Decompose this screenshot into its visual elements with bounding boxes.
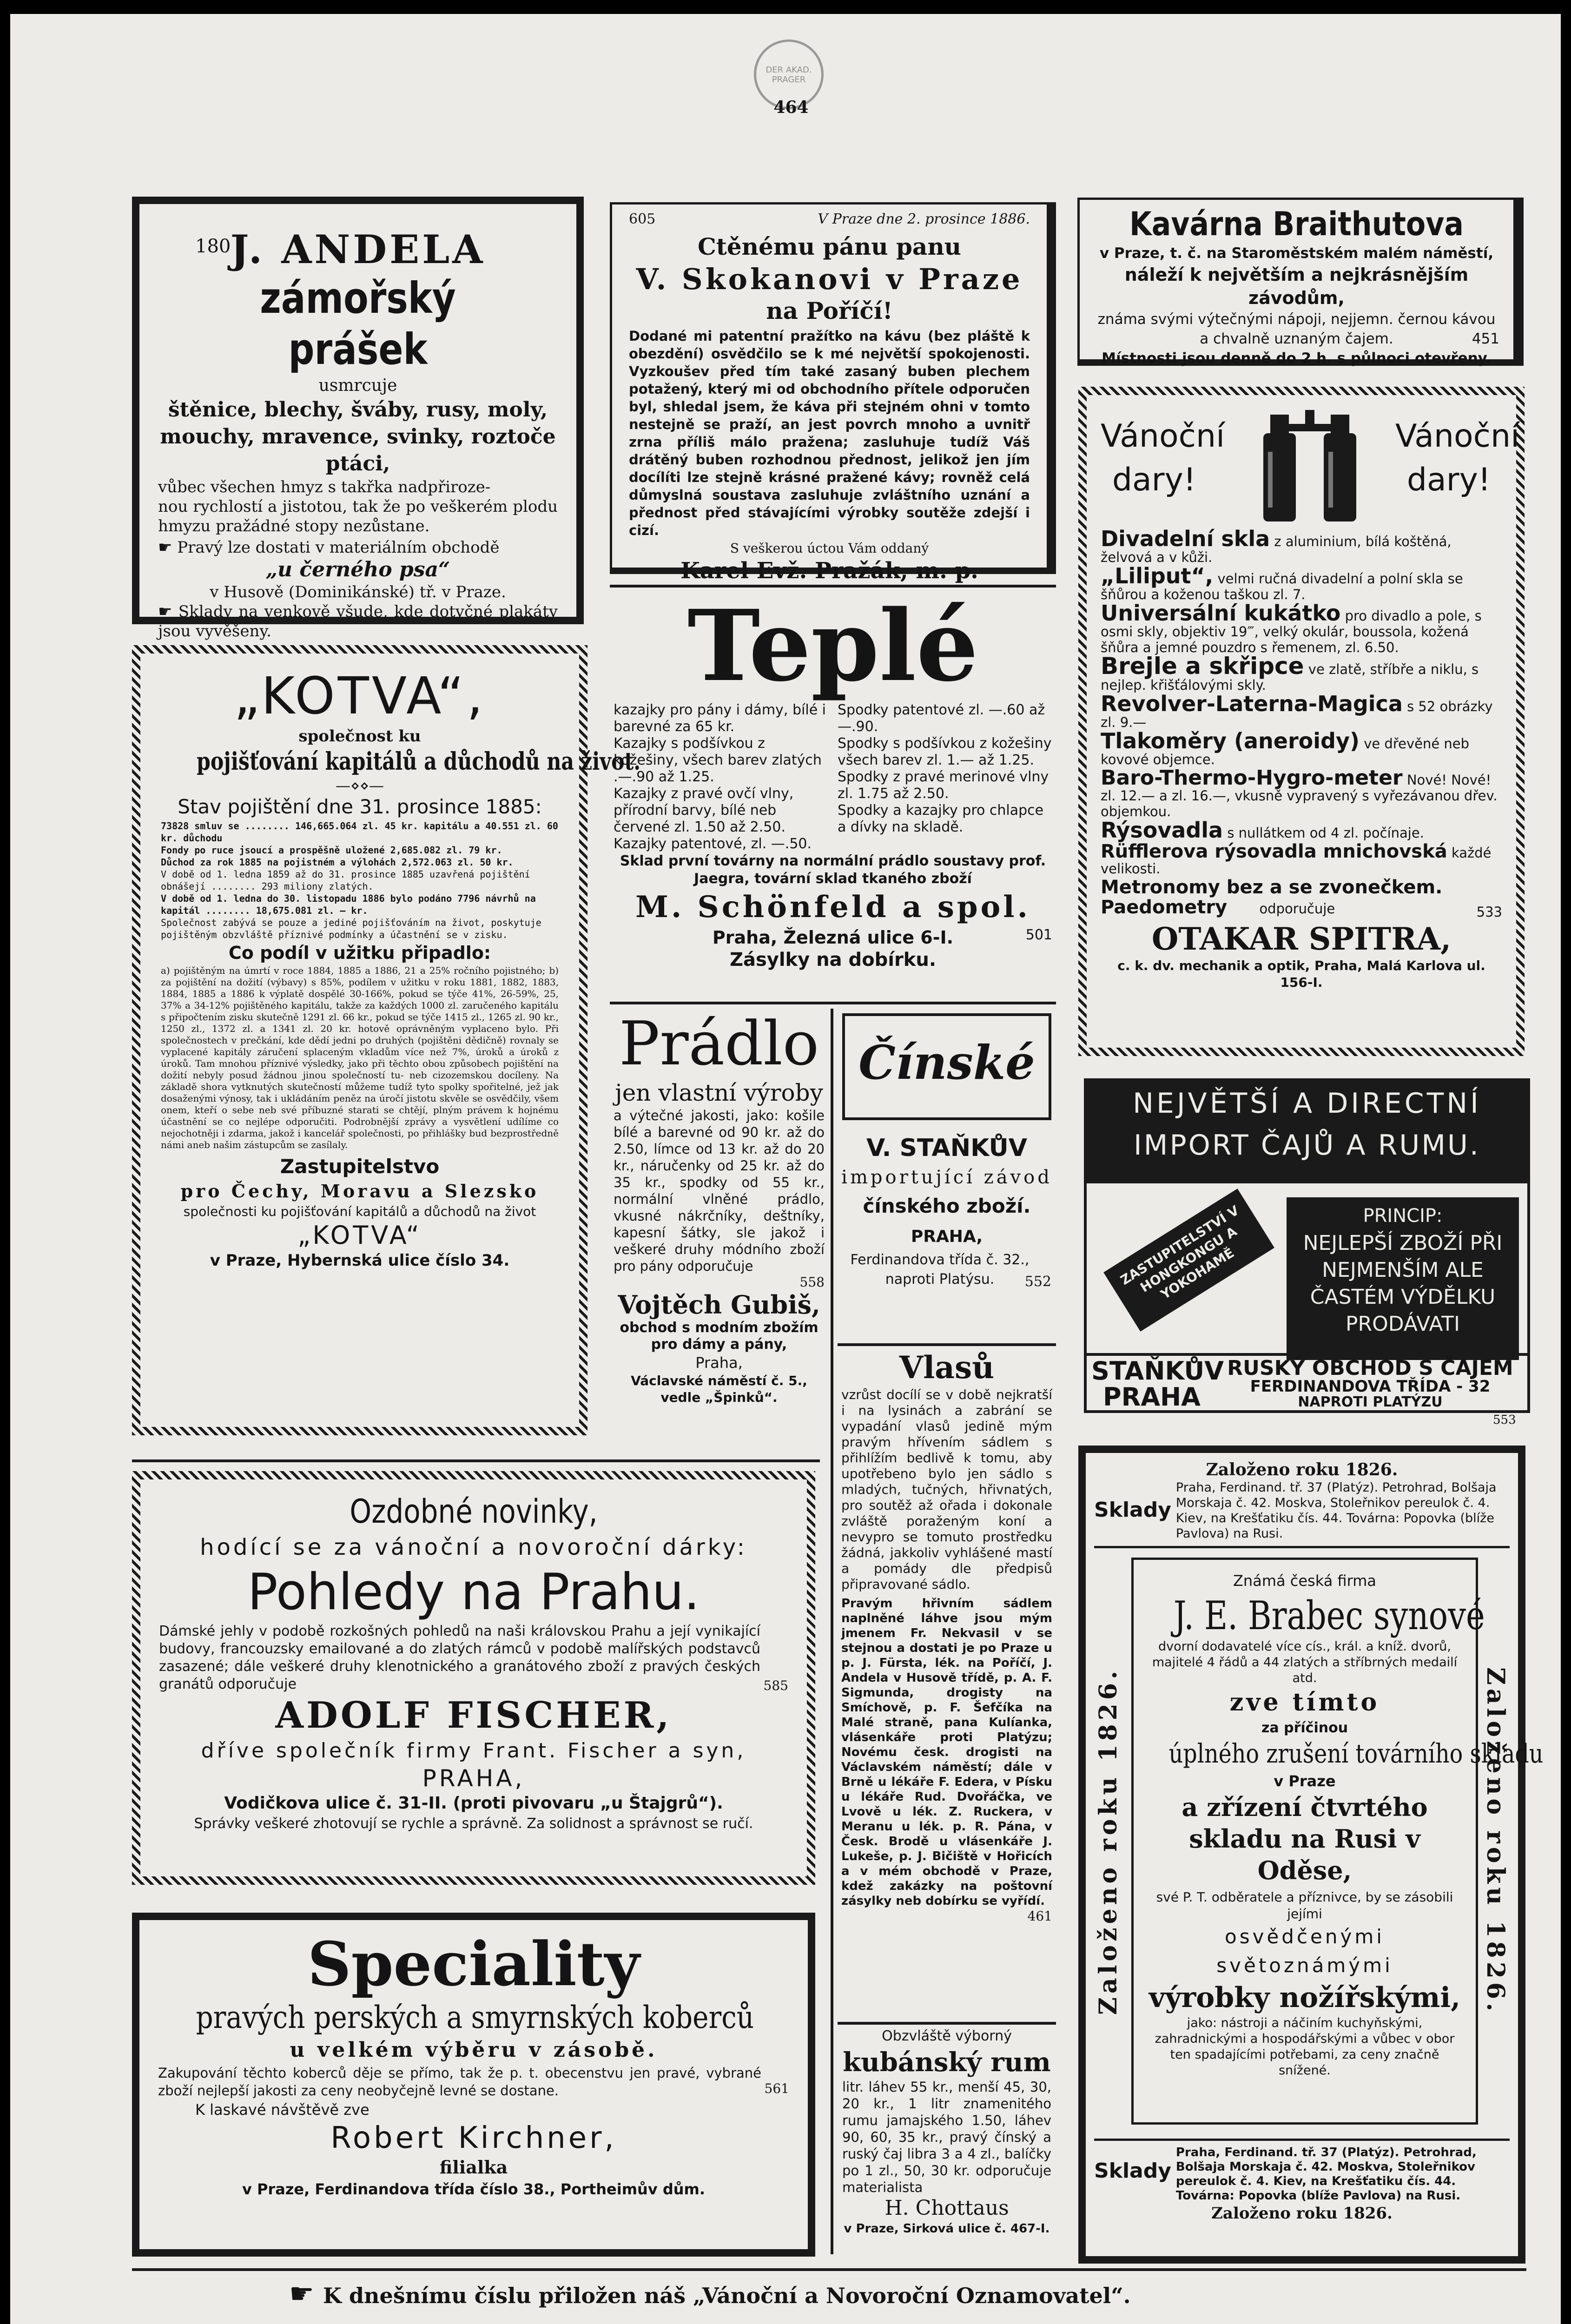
ad-number: 585: [763, 1678, 788, 1693]
pointing-hand-icon: ☛: [158, 538, 178, 557]
vlasu-text: Pravým hřivním sádlem naplněné láhve jsou mým jmenem Fr. Nekvasil v se stejnou a dostati je po Praze u p. J. Fürsta, lék. na Poříčí, J. Andela v Husově třídě, p. A. F. Sigmunda, drogisty na Smíchově, p. F. Šefčíka na Malé straně, pana Kulíanka, vlásenkáře proti Platýzu; Novému česk. drogisti na Václavském náměstí; dále v Brně u lékáře F. Edera, v Písku u lékáře Rud. Dvořáčka, ve Lvově u lék. Z. Ruckera, v Meranu u lék. p. R. Pána, v Česk. Brodě u vlásenkáře J. Lukeše, p. J. Bičiště v Hořicích a v mém obchodě v Praze, kdež zakázky na poštovní zásylky neb dobírku se vyřídí.: [841, 1597, 1052, 1908]
teple-item: Spodky z pravé merinové vlny zl. 1.75 až 2.50.: [838, 769, 1049, 802]
column-rule: [132, 1459, 820, 1462]
ad-brabec: [1078, 1446, 1544, 2264]
caje-head: NEJVĚTŠÍ A DIRECTNÍ: [1133, 1087, 1481, 1120]
kotva-row: V době od 1. ledna do 30. listopadu 1886 bylo podáno 7796 návrhů na kapitál ........ 18,675.081 zl. — kr.: [161, 893, 536, 916]
brabec-sklady-label: Sklady: [1094, 1498, 1171, 1522]
spitra-head-left: Vánoční dary!: [1101, 418, 1225, 498]
brabec-reason: za příčinou: [1261, 1720, 1348, 1736]
rum-addr: v Praze, Sirková ulice č. 467-I.: [844, 2222, 1050, 2236]
stankuv-name: V. STAŇKŮV: [866, 1134, 1027, 1162]
pradlo-firm-sub: obchod s modním zbožím pro dámy a pány,: [620, 1320, 819, 1353]
teple-item: Spodky s podšívkou z kožešiny všech barev zl. 1.— až 1.25.: [838, 735, 1052, 768]
stankuv-addr: Ferdinandova třída č. 32., naproti Platýsu.: [850, 1252, 1030, 1287]
andela-line: mouchy, mravence, svinky, roztoče: [160, 425, 556, 449]
stankuv-line: čínského zboží.: [863, 1195, 1031, 1217]
kotva-state-head: Stav pojištění dne 31. prosince 1885:: [178, 795, 542, 818]
andela-line: usmrcuje: [318, 376, 397, 395]
footer-rule: [132, 2268, 1526, 2271]
caje-opp: NAPROTI PLATÝZU: [1298, 1394, 1443, 1410]
pradlo-city: Praha,: [695, 1354, 743, 1372]
ad-rum: [838, 2027, 1056, 2259]
kotva-profit-head: Co podíl v užitku připadlo:: [228, 943, 491, 963]
rum-intro: Obzvláště výborný: [882, 2028, 1012, 2044]
column-rule: [610, 585, 1056, 588]
column-rule: [838, 2022, 1056, 2025]
teple-item: Spodky patentové zl. —.60 až —.90.: [838, 702, 1045, 735]
koberce-title: Speciality: [307, 1928, 640, 2000]
fischer-note: Správky veškeré zhotovují se rychle a správně. Za solidnost a správnost se ručí.: [194, 1816, 753, 1832]
ad-number: 558: [799, 1274, 825, 1290]
brabec-firm: J. E. Brabec synové: [1173, 1593, 1485, 1638]
kotva-rep-name: „KOTVA“: [297, 1221, 422, 1250]
ad-number: 552: [1024, 1274, 1051, 1290]
vlasu-text: vzrůst docílí se v době nejkratší i na lysinách a zabrání se vypadání vlasů jedině mým pravým hřívením sádlem s přihlížím bedlivě k tomu, aby upotřebeno bylo jen sádlo s mladých, tučných, hřivnatých, pro soutěž až ořada i dokonale zvláště poraženým koní a nevypro se tomuto prostředku žádná, jakkoliv vyhlášené mastí a pomády dle předpisů připravované sádlo.: [841, 1387, 1052, 1592]
caje-head: IMPORT ČAJŮ A RUMU.: [1133, 1129, 1481, 1162]
newspaper-page: [10, 14, 1561, 2324]
column-rule: [838, 1343, 1056, 1346]
brabec-side-right: Založeno roku 1826.: [1481, 1667, 1510, 2015]
ad-teple: [610, 590, 1056, 999]
rum-firm: H. Chottaus: [885, 2196, 1009, 2220]
kotva-profit-text: a) pojištěným na úmrtí v roce 1884, 1885 a 1886, 21 a 25% ročního pojistného; b) za pojištění na dožití (výbavy) s 85%, podílem v užitku v roku 1881, 1882, 1883, 1884, 1885 a 1886 k výplatě dospělé 30-166%, pokud se týče 41%, 26-59%, 25, 37% a 34-12% pojištěného kapitálu, takže za každých 1000 zl. zaručeného kapitálu s připočtením zisku skutečně 1291 zl. 66 kr., pokud se týče 1415 zl., 1265 zl. 90 kr., 1250 zl., 1372 zl. a 1341 zl. 20 kr. hotově oprávněným vyplaceno bylo. Při společnostech v prečkání, kde dědí jedni po druhých (pojištěni dědičně) rovnaly se vyplacené kapitály záručení splaceným vkladům více než 7%, úroků a úroků z úroků. Tam mnohou příznivé výsledky, jako při těchto obou způsobech pojištění na dožití nebyly posud žádnou jinou společností tu- neb cizozemskou docíleny. Na základě shora vytknutých skutečností můžeme tudíž tyto spolky spořitelné, jež jak dosaženými výnosy, tak i ukládáním peněz na úročí jistotu skvěle se osvědčily, všem onem, kteří o sebe neb své příbuzné starati se chtějí, plným právem k hojnému účastnění se co nejlépe odporučiti. Podrobnější zprávy a vysvětlení udílíme co nejochotněji i zdarma, jakož i kancelář společnosti, po přihlášky bud bezprostředně námi aneb našim zástupcům se zasílaly.: [161, 965, 559, 1150]
brabec-side-left: Založeno roku 1826.: [1094, 1667, 1122, 2015]
andela-line: „u černého psa“: [265, 558, 450, 581]
brabec-closing: úplného zrušení továrního skladu: [1168, 1739, 1544, 1769]
stamp-text: DER AKAD. PRAGER: [766, 65, 812, 85]
brabec-supplier: dvorní dodavatelé více cís., král. a kníž. dvorů, majitelé 4 řádů a 44 zlatých a stříbrných medailí atd.: [1152, 1639, 1458, 1685]
footer-text: K dnešnímu číslu přiložen náš „Vánoční a Novoroční Oznamovatel“.: [323, 2283, 1131, 2308]
ad-number: 533: [1476, 904, 1502, 920]
letter-recipient: V. Skokanovi v Praze: [636, 262, 1023, 296]
andela-name: J. ANDELA: [230, 226, 486, 272]
andela-line: štěnice, blechy, šváby, rusy, moly,: [168, 398, 548, 422]
teple-firm: M. Schönfeld a spol.: [635, 890, 1030, 924]
kavarna-title: Kavárna Braithutova: [1129, 205, 1464, 243]
pradlo-sub: jen vlastní výroby: [615, 1079, 823, 1106]
spitra-seller: OTAKAR SPITRA,: [1151, 921, 1452, 957]
ad-fischer: [132, 1471, 815, 1885]
teple-stock: Sklad první továrny na normální prádlo soustavy prof. Jaegra, tovární sklad tkaného zboží: [620, 853, 1046, 887]
brabec-pt: své P. T. odběratele a příznivce, by se zásobili jejími: [1156, 1889, 1453, 1921]
ad-number: 180: [195, 236, 231, 257]
brabec-bottom-head: Založeno roku 1826.: [1211, 2204, 1393, 2223]
kotva-row: V době od 1. ledna 1859 až do 31. prosince 1885 uzavřená pojištění obnášejí ........ 293 miliony zlatých.: [161, 869, 530, 892]
ad-number: 501: [1025, 927, 1052, 943]
spitra-item: Revolver-Laterna-Magica s 52 obrázky zl. 9.—: [1101, 691, 1493, 730]
kotva-row: 73828 smluv se ........ 146,665.064 zl. 45 kr. kapitálu a 40.551 zl. 60 kr. důchodu: [161, 820, 558, 844]
caje-ribbon: ZASTUPITELSTVÍ V HONGKONGU A YOKOHAMĚ: [1103, 1188, 1274, 1331]
brabec-top-head: Založeno roku 1826.: [1206, 1460, 1398, 1479]
kavarna-line: známa svými výtečnými nápoji, nejjemn. černou kávou a chvalně uznaným čajem.: [1097, 311, 1496, 347]
koberce-choice: u velkém výběru v zásobě.: [290, 2038, 658, 2062]
teple-item: Kazajky z pravé ovčí vlny, přírodní barvy, bílé neb červené zl. 1.50 až 2.50.: [614, 786, 794, 835]
brabec-founding: a zřízení čtvrtého skladu na Rusi v Oděse,: [1182, 1792, 1428, 1885]
spitra-item: Universální kukátko pro divadlo a pole, s osmi skly, objektiv 19‴, velký okulár, boussola, kožená šňůra a jemné pouzdro s řemenem, zl. 6.50.: [1101, 601, 1482, 655]
pointing-hand-icon: ☛: [158, 602, 178, 621]
kotva-rep-sub: společnosti ku pojišťování kapitálů a důchodů na život: [183, 1204, 536, 1219]
brabec-sklady-label: Sklady: [1094, 2159, 1171, 2183]
teple-title: Teplé: [687, 588, 978, 703]
teple-item: Kazajky s podšívkou z kožešiny, všech barev zlatých .—.90 až 1.25.: [614, 735, 822, 785]
ornament-divider: —⋄⋄—: [335, 777, 384, 794]
letter-dateline: V Praze dne 2. prosince 1886.: [818, 211, 1030, 227]
fischer-title: Pohledy na Prahu.: [247, 1563, 700, 1621]
andela-line: Sklady na venkově všude, kde dotyčné plakáty jsou vyvěšeny.: [158, 602, 558, 640]
teple-item: Kazajky patentové, zl. —.50.: [614, 836, 812, 852]
ad-koberce: [132, 1913, 815, 2257]
kotva-rep-addr: v Praze, Hybernská ulice číslo 34.: [210, 1251, 510, 1270]
ad-andela: [132, 197, 584, 640]
footer-notice: [289, 2278, 1358, 2315]
brabec-products-desc: jako: nástroji a náčiním kuchyňskými, zahradnickými a hospodářskými a vůbec v obor ten spadajícími potřebami, za ceny značně snížené.: [1155, 2016, 1455, 2078]
kotva-sub: společnost ku: [298, 727, 421, 746]
fischer-addr: Vodičkova ulice č. 31-II. (proti pivovaru „u Štajgrů“).: [224, 1794, 723, 1813]
brabec-branches: Praha, Ferdinand. tř. 37 (Platýz). Petrohrad, Bolšaja Morskaja č. 42. Moskva, Stoleřnikov pereulok č. 4. Kiev, na Krešťatiku čís. 44. Továrna: Popovka (blíže Pavlova) na Rusi.: [1175, 1480, 1497, 1541]
koberce-visit: K laskavé návštěvě zve: [195, 2101, 370, 2119]
spitra-item: „Liliput“, velmi ručná divadelní a polní skla se šňůrou a koženou taškou zl. 7.: [1101, 563, 1463, 602]
caje-firm: STAŇKŮV PRAHA: [1091, 1356, 1224, 1412]
ad-skokan-letter: [610, 202, 1056, 584]
kotva-rep-head: Zastupitelstvo: [280, 1155, 440, 1178]
vlasu-title: Vlasů: [899, 1349, 995, 1386]
ad-caje: [1084, 1078, 1530, 1413]
brabec-proven: osvědčenými světoznámými: [1216, 1925, 1393, 1977]
fischer-sub: hodící se za vánoční a novoroční dárky:: [200, 1534, 747, 1560]
letter-body: Dodané mi patentní pražítko na kávu (bez pláště k obezdění) osvědčilo se k mé největší spokojenosti. Vyzkoušev před tím také zasaný buben plechem potažený, který mi od obchodního přítele odporučen byl, shledal jsem, že káva při stejném ohni v tomto nestejně se praží, an jest povrch mnoho a uvnitř zrna příliš málo pražena; zasluhuje tudíž Váš drátěný buben rozhodnou přednost, jelikož jen jím docílíti lze stejně krásné pražené kávy; rovněž celá důmyslná soustava zasluhuje zvláštního uznání a přednost před stávajícími výrobky soutěže zdejší i cizí.: [629, 328, 1030, 538]
pradlo-text: a výtečné jakosti, jako: košile bílé a barevné od 90 kr. až do 2.50, límce od 13 kr. až do 20 kr., náručenky od 25 kr. až do 35 kr., spodky od 55 kr., normální vlněné prádlo, vkusné nákrčníky, deštníky, kapesní šátky, sle jakož i veškeré druhy módního zboží pro pány odporučuje: [614, 1108, 825, 1274]
column-rule: [610, 1002, 1056, 1004]
andela-line: vůbec všechen hmyz s takřka nadpřiroze-: [158, 478, 491, 496]
koberce-firm: Robert Kirchner,: [330, 2121, 617, 2155]
fischer-head: Ozdobné novinky,: [350, 1492, 598, 1531]
spitra-item: Rýsovadla s nullátkem od 4 zl. počínaje.: [1101, 818, 1424, 843]
spitra-item: Paedometry odporučuje 533: [1101, 897, 1502, 920]
caje-principle: PRINCIP:: [1363, 1205, 1443, 1227]
ad-kotva: [132, 645, 641, 1435]
pradlo-firm: Vojtěch Gubiš,: [618, 1290, 820, 1320]
brabec-in-prague: v Praze: [1274, 1772, 1336, 1790]
ad-pradlo: [610, 1009, 828, 1450]
ad-stankuv: [838, 1013, 1056, 1339]
kotva-row: Důchod za rok 1885 na pojistném a výlohách 2,572.063 zl. 50 kr.: [161, 857, 514, 868]
caje-addr: FERDINANDOVA TŘÍDA - 32: [1250, 1377, 1491, 1396]
kotva-sub: pojišťování kapitálů a důchodů na život.: [197, 747, 641, 776]
letter-recipient-place: na Poříčí!: [766, 297, 893, 324]
spitra-item: Baro-Thermo-Hygro-meter Nové! Nové! zl. 12.— a zl. 16.—, vkusně vypravený s vyřezávanou dřev. objemkou.: [1101, 766, 1498, 819]
rum-title: kubánský rum: [843, 2047, 1051, 2078]
koberce-sub: pravých perských a smyrnských koberců: [196, 2000, 754, 2035]
ad-number: 461: [1027, 1908, 1052, 1924]
kotva-row: Společnost zabývá se pouze a jediné pojišťováním na život, poskytuje pojištěným obzvláště příznivé podmínky a účastnění se v zisku.: [161, 917, 541, 940]
andela-line: v Husově (Dominikánské) tř. v Praze.: [210, 583, 506, 601]
stankuv-logo: Čínské: [842, 1013, 1051, 1120]
koberce-branch: filialka: [439, 2157, 508, 2178]
brabec-products: výrobky nožířskými,: [1149, 1981, 1461, 2014]
teple-item: kazajky pro pány i dámy, bílé i barevné za 65 kr.: [614, 702, 826, 735]
spitra-item: Divadelní skla z aluminium, bílá koštěná, želvová a v kůži.: [1101, 526, 1452, 565]
spitra-item: Rüfflerova rýsovadla mnichovská každé velikosti.: [1101, 841, 1492, 877]
brabec-known: Známá česká firma: [1233, 1572, 1376, 1590]
koberce-text: Zakupování těchto koberců děje se přímo, tak že p. t. obecenstvu jen pravé, vybrané zboží nejlepší jakosti za ceny neobyčejně levné se dostane.: [158, 2065, 761, 2099]
fischer-formerly: dříve společník firmy Frant. Fischer a syn,: [201, 1739, 746, 1763]
pradlo-addr: Václavské náměstí č. 5., vedle „Špinků“.: [631, 1373, 807, 1405]
kotva-row: Fondy po ruce jsoucí a prospěšně uložené 2,685.082 zl. 79 kr.: [161, 845, 502, 856]
andela-line: Pravý lze dostati v materiálním obchodě: [177, 538, 500, 557]
spitra-item: Tlakoměry (aneroidy) ve dřevěné neb kovové objemce.: [1101, 728, 1470, 767]
ad-number: 553: [1493, 1413, 1516, 1427]
brabec-branches: Praha, Ferdinand. tř. 37 (Platýz). Petrohrad, Bolšaja Morskaja č. 42. Moskva, Stoleřnikov pereulok č. 4. Kiev, na Krešťatiku čís. 44. Továrna: Popovka (blíže Pavlova) na Rusi.: [1175, 2146, 1477, 2203]
teple-post: Zásylky na dobírku.: [729, 949, 937, 971]
teple-item: Spodky a kazajky pro chlapce a dívky na skladě.: [838, 802, 1044, 835]
kotva-title: „KOTVA“,: [233, 666, 486, 726]
binoculars-icon: [1254, 405, 1366, 526]
spitra-head-right: Vánoční dary!: [1395, 418, 1519, 498]
stankuv-city: PRAHA,: [911, 1227, 983, 1246]
letter-signature: Karel Evž. Pražák, m. p.: [680, 558, 978, 584]
kotva-rep-lands: pro Čechy, Moravu a Slezsko: [180, 1181, 539, 1202]
column-rule: [831, 1009, 833, 2254]
kavarna-line: náleží k největším a nejkrásnějším závodům,: [1124, 264, 1469, 308]
ad-kavarna: [1077, 198, 1524, 366]
pointing-hand-icon: ☛: [289, 2278, 323, 2310]
caje-principle-text: NEJLEPŠÍ ZBOŽÍ PŘI NEJMENŠÍM ALE ČASTÉM VÝDĚLKU PRODÁVATI: [1303, 1231, 1503, 1336]
ad-number: 451: [1472, 330, 1499, 347]
teple-addr: Praha, Železná ulice 6-I.: [712, 927, 954, 948]
page-number: 464: [773, 98, 809, 117]
spitra-item: Metronomy bez a se zvonečkem.: [1101, 877, 1443, 898]
caje-shop: RUSKÝ OBCHOD S ČAJEM: [1227, 1356, 1513, 1380]
ad-number: 561: [764, 2081, 789, 2096]
pradlo-title: Prádlo: [619, 1008, 819, 1079]
letter-regards: S veškerou úctou Vám oddaný: [730, 541, 929, 556]
koberce-addr: v Praze, Ferdinandova třída číslo 38., Portheimův dům.: [242, 2180, 706, 2198]
stankuv-line: importující závod: [841, 1167, 1052, 1188]
andela-line: ptáci,: [325, 452, 390, 475]
letter-salutation: Ctěnému pánu panu: [697, 233, 962, 260]
fischer-text: Dámské jehly v podobě rozkošných pohledů na naši královskou Prahu a její vynikající budovy, francouzsky emailované a do zlatých rámců v podobě malířských podstavců zasazené; dále veškeré druhy klenotnického a granátového zboží z pravých českých granátů odporučuje: [159, 1623, 760, 1692]
kavarna-line: v Praze, t. č. na Staroměstském malém náměstí,: [1099, 245, 1494, 262]
fischer-city: PRAHA,: [422, 1765, 525, 1792]
fischer-firm: ADOLF FISCHER,: [275, 1694, 672, 1736]
ad-vlasu: [838, 1348, 1056, 2017]
andela-line: nou rychlostí a jistotou, tak že po veškerém plodu hmyzu pražádné stopy nezůstane.: [158, 497, 558, 535]
rum-text: litr. láhev 55 kr., menší 45, 30, 20 kr., 1 litr znamenitého rumu jamajského 1.50, láhev 90, 60, 35 kr., pravý čínský a ruský čaj libra 3 a 4 zl., balíčky po 1 zl., 50, 30 kr. odporučuje materialista: [842, 2079, 1051, 2195]
kavarna-line: Místnosti jsou denně do 2 h. s půlnoci otevřeny.: [1102, 350, 1492, 367]
andela-product: zámořský prášek: [260, 273, 456, 374]
spitra-seller-line: c. k. dv. mechanik a optik, Praha, Malá Karlova ul. 156-I.: [1117, 958, 1485, 990]
spitra-item: Brejle a skřipce ve zlatě, stříbře a niklu, s nejlep. křišťálovými skly.: [1101, 653, 1479, 693]
brabec-invite: zve tímto: [1229, 1688, 1380, 1717]
ad-spitra: [1078, 387, 1525, 1056]
ad-number: 605: [629, 211, 656, 227]
